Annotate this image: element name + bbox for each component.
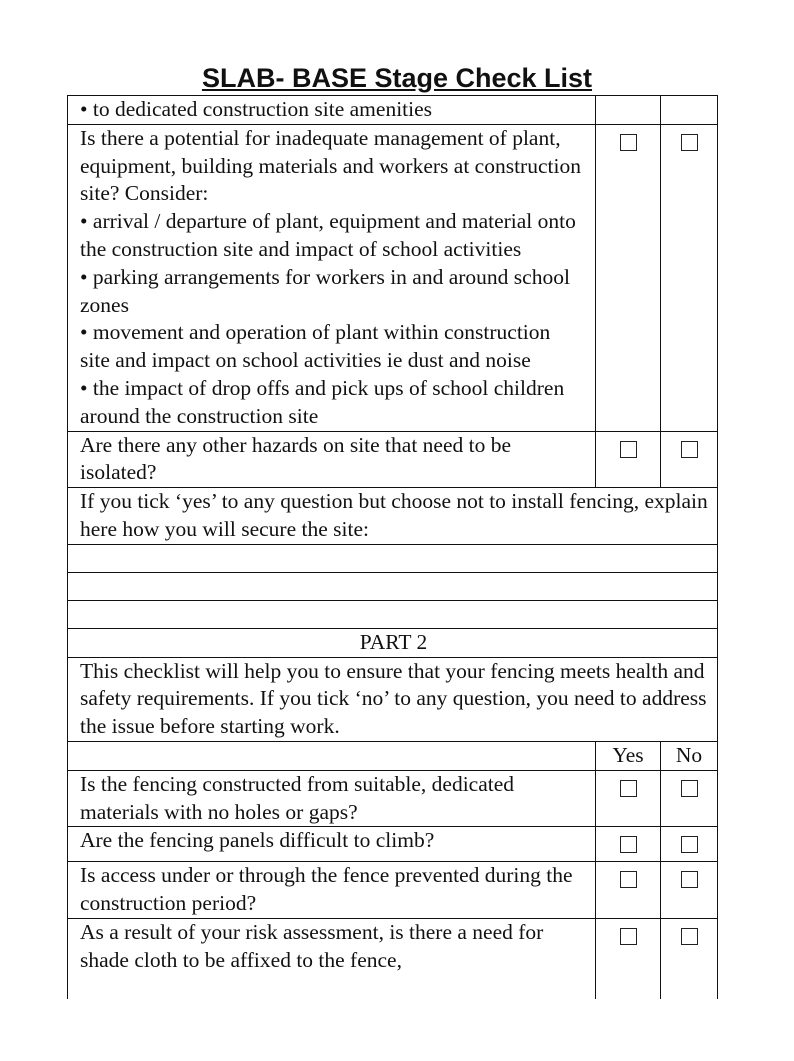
table-row: [68, 918, 718, 999]
no-checkbox[interactable]: [681, 780, 698, 797]
yes-checkbox[interactable]: [620, 780, 637, 797]
yes-cell: [596, 96, 661, 125]
answer-line: [68, 544, 718, 572]
no-checkbox[interactable]: [681, 836, 698, 853]
yes-cell: [596, 918, 661, 999]
no-cell: [661, 431, 718, 488]
answer-line: [68, 600, 718, 628]
answer-field[interactable]: [68, 572, 718, 600]
part2-intro: This checklist will help you to ensure that your fencing meets health and safety requirements. If you tick ‘no’ to any question, you need to address the issue before starting work.: [68, 657, 718, 741]
no-checkbox[interactable]: [681, 871, 698, 888]
answer-field[interactable]: [68, 544, 718, 572]
question-text: Are there any other hazards on site that need to be isolated?: [80, 432, 512, 485]
yes-cell: [596, 431, 661, 488]
table-row: [68, 96, 718, 125]
no-cell: [661, 918, 718, 999]
table-row: [68, 431, 718, 488]
yes-cell: [596, 862, 661, 919]
header-blank: [68, 741, 596, 770]
table-row: [68, 827, 718, 862]
no-cell: [661, 862, 718, 919]
yes-checkbox[interactable]: [620, 836, 637, 853]
yes-checkbox[interactable]: [620, 441, 637, 458]
yes-cell: [596, 124, 661, 431]
table-header-row: [68, 741, 718, 770]
table-row: [68, 628, 718, 657]
yes-cell: [596, 827, 661, 862]
yes-header: Yes: [596, 741, 661, 770]
question-cell: Are the fencing panels difficult to climb?: [68, 827, 596, 862]
yes-checkbox[interactable]: [620, 871, 637, 888]
no-checkbox[interactable]: [681, 441, 698, 458]
no-cell: [661, 770, 718, 827]
table-row: [68, 862, 718, 919]
bullet-item: • the impact of drop offs and pick ups of school children around the construction site: [80, 375, 565, 428]
question-cell: [68, 124, 596, 431]
no-cell: [661, 124, 718, 431]
no-cell: [661, 827, 718, 862]
bullet-item: • arrival / departure of plant, equipment and material onto the construction site and impact of school activities: [80, 209, 576, 261]
question-cell: As a result of your risk assessment, is there a need for shade cloth to be affixed to the fence,: [68, 918, 596, 999]
no-checkbox[interactable]: [681, 134, 698, 151]
question-cell: Is access under or through the fence prevented during the construction period?: [68, 862, 596, 919]
answer-line: [68, 572, 718, 600]
part2-heading: PART 2: [68, 628, 718, 657]
bullet-item: • parking arrangements for workers in and around school zones: [80, 264, 570, 317]
table-row: [68, 770, 718, 827]
yes-cell: [596, 770, 661, 827]
explain-prompt: If you tick ‘yes’ to any question but choose not to install fencing, explain here how you will secure the site:: [68, 488, 718, 545]
yes-checkbox[interactable]: [620, 928, 637, 945]
no-header: No: [661, 741, 718, 770]
checklist-table: [67, 95, 718, 999]
question-cell: • to dedicated construction site amenities: [68, 96, 596, 125]
table-row: [68, 124, 718, 431]
no-checkbox[interactable]: [681, 928, 698, 945]
question-cell: Is the fencing constructed from suitable, dedicated materials with no holes or gaps?: [68, 770, 596, 827]
question-text: Is there a potential for inadequate management of plant, equipment, building materials and workers at construction site? Consider:: [80, 125, 581, 206]
page-title: SLAB- BASE Stage Check List: [201, 63, 593, 93]
no-cell: [661, 96, 718, 125]
answer-field[interactable]: [68, 600, 718, 628]
table-row: [68, 488, 718, 545]
bullet-item: • movement and operation of plant within construction site and impact on school activities ie dust and noise: [80, 320, 551, 373]
table-row: [68, 657, 718, 741]
yes-checkbox[interactable]: [620, 134, 637, 151]
question-cell: [68, 431, 596, 488]
